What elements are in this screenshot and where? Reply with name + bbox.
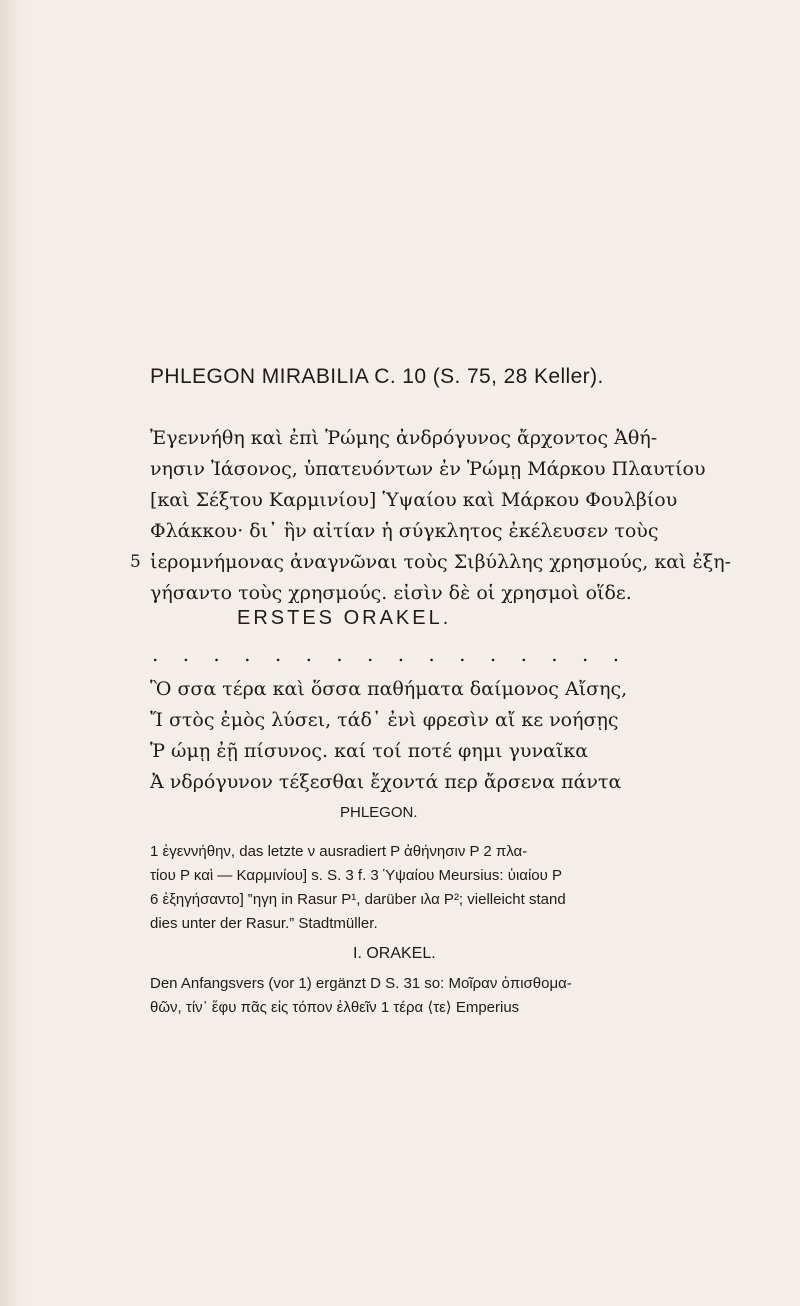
critical-apparatus: [150, 840, 720, 936]
apparatus-line: dies unter der Rasur.” Stadtmüller.: [150, 915, 378, 932]
orakel-title: I. ORAKEL.: [353, 945, 436, 962]
section-title: ERSTES ORAKEL.: [237, 607, 452, 629]
verse-line: Ὃ σσα τέρα καὶ ὅσσα παθήματα δαίμονος Αἴσης,: [150, 678, 628, 700]
text-line: [130, 547, 732, 578]
line-text: Φλάκκου· δι᾽ ἣν αἰτίαν ἡ σύγκλητος ἐκέλευσεν τοὺς: [150, 520, 659, 542]
text-line: [150, 578, 710, 609]
note-line: Den Anfangsvers (vor 1) ergänzt D S. 31 so: Μοῖραν ὀπισθομα-: [150, 975, 572, 992]
oracle-verse: [150, 674, 730, 798]
omission-dots: . . . . . . . . . . . . . . . .: [152, 642, 629, 666]
orakel-note: [150, 972, 720, 1020]
apparatus-line: τίου P καὶ — Καρμινίου] s. S. 3 f. 3 Ὑψαίου Meursius: ὑιαίου P: [150, 867, 562, 884]
apparatus-title: PHLEGON.: [340, 804, 418, 821]
text-line: [150, 485, 710, 516]
verse-line: Ἴ στὸς ἐμὸς λύσει, τάδ᾽ ἐνὶ φρεσὶν αἴ κε νοήσῃς: [150, 709, 619, 731]
text-line: [150, 423, 710, 454]
greek-prose: [130, 423, 732, 609]
verse-line: Ῥ ώμῃ ἐῇ πίσυνος. καί τοί ποτέ φημι γυναῖκα: [150, 740, 589, 762]
apparatus-line: 1 ἐγεννήθην, das letzte ν ausradiert P ἀθήνησιν P 2 πλα-: [150, 843, 528, 860]
text-line: [150, 516, 710, 547]
line-text: Ἐγεννήθη καὶ ἐπὶ Ῥώμης ἀνδρόγυνος ἄρχοντος Ἀθή-: [150, 427, 658, 449]
line-text: ἱερομνήμονας ἀναγνῶναι τοὺς Σιβύλλης χρησμούς, καὶ ἐξη-: [150, 551, 732, 573]
line-text: νησιν Ἰάσονος, ὑπατευόντων ἐν Ῥώμῃ Μάρκου Πλαυτίου: [150, 458, 706, 480]
note-line: θῶν, τίν᾽ ἔφυ πᾶς εἰς τόπον ἐλθεῖν 1 τέρα ⟨τε⟩ Emperius: [150, 999, 520, 1016]
line-number: 5: [130, 552, 141, 572]
line-text: γήσαντο τοὺς χρησμούς. εἰσὶν δὲ οἱ χρησμοὶ οἵδε.: [150, 582, 632, 604]
page-header: PHLEGON MIRABILIA C. 10 (S. 75, 28 Keller).: [150, 365, 604, 388]
page-edge: [0, 0, 26, 1306]
line-text: [καὶ Σέξτου Καρμινίου] Ὑψαίου καὶ Μάρκου Φουλβίου: [150, 489, 678, 511]
apparatus-line: 6 ἐξηγήσαντο] ‟ηγη in Rasur P¹, darüber ιλα P²; vielleicht stand: [150, 891, 566, 908]
verse-line: Ἀ νδρόγυνον τέξεσθαι ἔχοντά περ ἄρσενα πάντα: [150, 771, 622, 793]
text-line: [150, 454, 710, 485]
